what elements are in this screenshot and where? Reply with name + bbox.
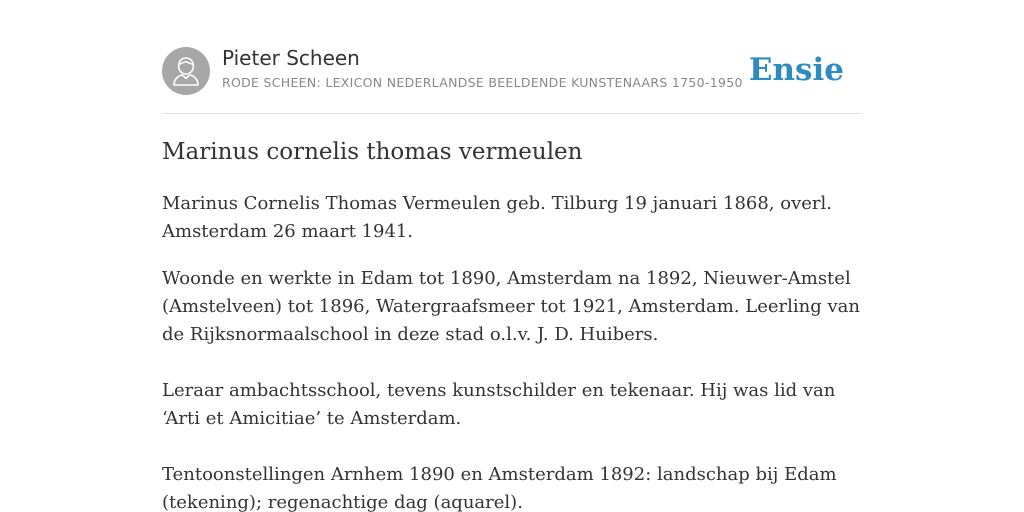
article-title: Marinus cornelis thomas vermeulen [162,139,583,165]
article-paragraph: Tentoonstellingen Arnhem 1890 en Amsterdam 1892: landschap bij Edam (tekening); regenachtige dag (aquarel). [162,464,837,512]
avatar[interactable] [162,47,210,95]
article-paragraph: Woonde en werkte in Edam tot 1890, Amsterdam na 1892, Nieuwer-Amstel (Amstelveen) tot 1896, Watergraafsmeer tot 1921, Amsterdam. Leerling van de Rijksnormaalschool in deze stad o.l.v. J. D. Huibers. [162,268,860,345]
header-divider [162,113,862,114]
author-source: RODE SCHEEN: LEXICON NEDERLANDSE BEELDENDE KUNSTENAARS 1750-1950 [222,75,743,90]
user-icon [162,47,210,95]
article-paragraph: Leraar ambachtsschool, tevens kunstschilder en tekenaar. Hij was lid van ‘Arti et Amicitiae’ te Amsterdam. [162,380,836,429]
author-header [162,46,862,96]
article-paragraph: Marinus Cornelis Thomas Vermeulen geb. Tilburg 19 januari 1868, overl. Amsterdam 26 maart 1941. [162,193,832,242]
ensie-logo-link[interactable]: Ensie [748,52,844,88]
author-name[interactable]: Pieter Scheen [222,46,360,70]
article-body [162,190,862,512]
